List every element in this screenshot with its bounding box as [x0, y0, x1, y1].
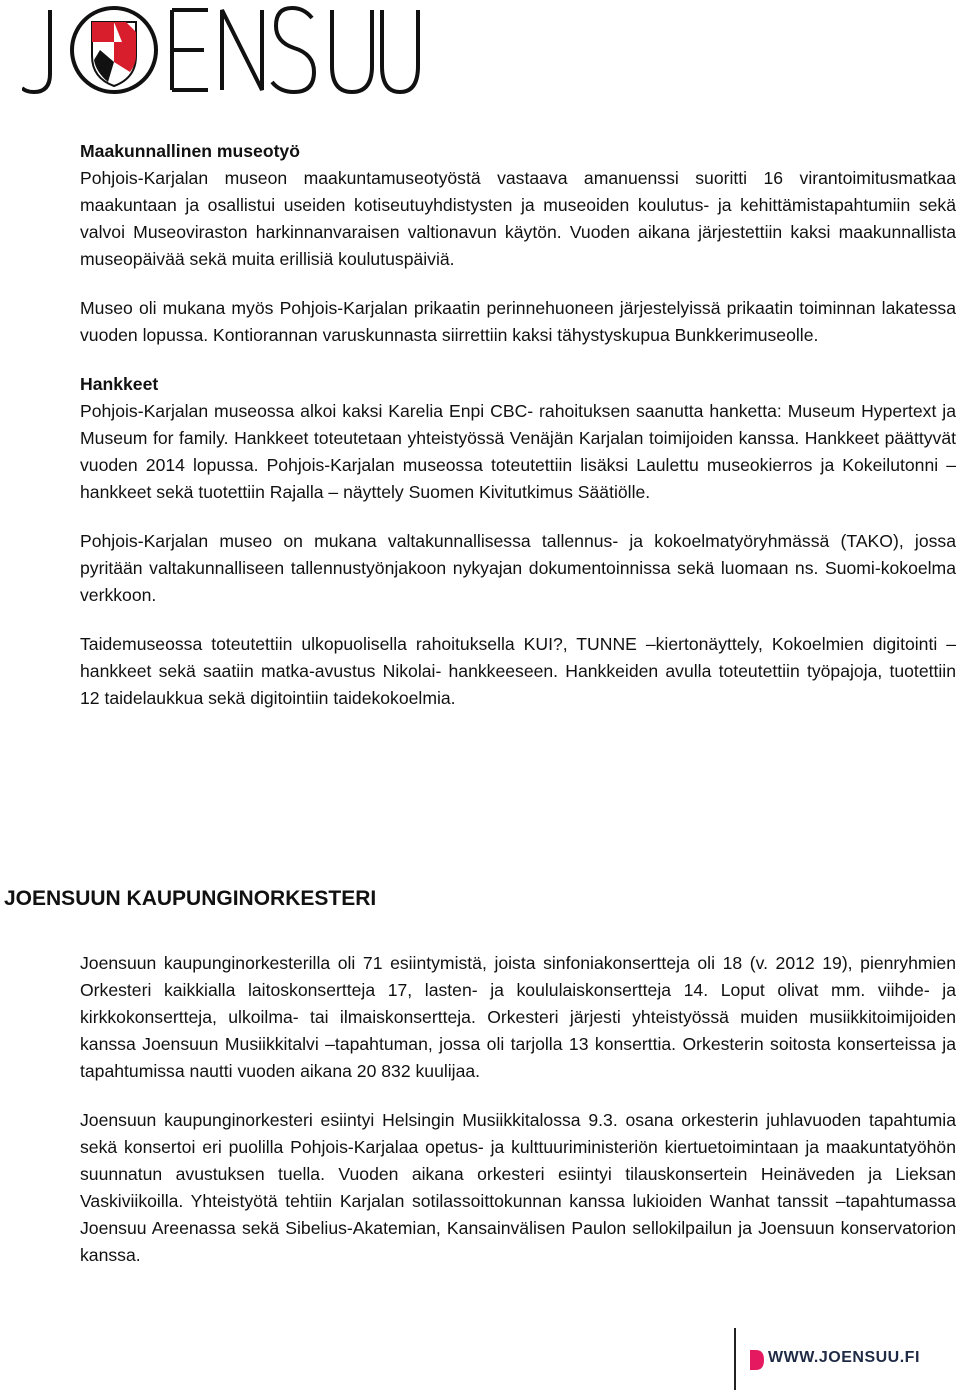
paragraph: Pohjois-Karjalan museon maakuntamuseotyöstä vastaava amanuenssi suoritti 16 virantoimitusmatkaa maakuntaan ja osallistui useiden kotiseutuyhdistysten ja museoiden koulutus- ja kehittämistapahtumiin sekä valvoi Museoviraston harkinnanvaraisen valtionavun käytön. Vuoden aikana järjestettiin kaksi maakunnallista museopäivää sekä muita erillisiä koulutuspäiviä.: [80, 168, 956, 269]
orchestra-section: [80, 950, 956, 1269]
pink-arrow-icon: [750, 1350, 764, 1370]
paragraph: Joensuun kaupunginorkesteri esiintyi Helsingin Musiikkitalossa 9.3. osana orkesterin juhlavuoden tapahtumia sekä konsertoi eri puolilla Pohjois-Karjalaa opetus- ja kulttuuriministeriön kiertuetoimintaan ja maakuntatyöhön suunnatun avustuksen tuella. Vuoden aikana orkesteri esiintyi tilauskonsertein Heinäveden ja Lieksan Vaskiviikoilla. Yhteistyötä tehtiin Karjalan sotilassoittokunnan kanssa lukioiden Wanhat tanssit –tapahtumassa Joensuu Areenassa sekä Sibelius-Akatemian, Kansainvälisen Paulon sellokilpailun ja Joensuun konservatorion kanssa.: [80, 1110, 956, 1265]
paragraph: Pohjois-Karjalan museo on mukana valtakunnallisessa tallennus- ja kokoelmatyöryhmässä (TAKO), jossa pyritään valtakunnalliseen tallennustyönjakoon nykyajan dokumentoinnissa sekä luomaan ns. Suomi-kokoelma verkkoon.: [80, 531, 956, 605]
section-title-orchestra: JOENSUUN KAUPUNGINORKESTERI: [4, 887, 377, 910]
footer-divider: [734, 1328, 736, 1390]
paragraph: Joensuun kaupunginorkesterilla oli 71 esiintymistä, joista sinfoniakonsertteja oli 18 (v. 2012 19), pienryhmien Orkesteri kaikkialla laitoskonsertteja 17, lasten- ja koululaiskonsertteja 14. Loput olivat mm. viihde- ja kirkkokonsertteja, ulkoilma- tai ilmaiskonsertteja. Orkesteri järjesti yhteistyössä muiden musiikkitoimijoiden kanssa Joensuun Musiikkitalvi –tapahtuman, jossa oli tarjolla 13 konserttia. Orkesterin soitosta konserteissa ja tapahtumissa nautti vuoden aikana 20 832 kuulijaa.: [80, 953, 956, 1081]
joensuu-logo: [22, 2, 422, 98]
paragraph: Pohjois-Karjalan museossa alkoi kaksi Karelia Enpi CBC- rahoituksen saanutta hanketta: Museum Hypertext ja Museum for family. Hankkeet toteutetaan yhteistyössä Venäjän Karjalan toimijoiden kanssa. Hankkeet päättyvät vuoden 2014 lopussa. Pohjois-Karjalan museossa toteutettiin lisäksi Laulettu museokierros ja Kokeilutonni –hankkeet sekä tuotettiin Rajalla – näyttely Suomen Kivitutkimus Säätiölle.: [80, 401, 956, 502]
paragraph: Museo oli mukana myös Pohjois-Karjalan prikaatin perinnehuoneen järjestelyissä prikaatin toiminnan lakatessa vuoden lopussa. Kontiorannan varuskunnasta siirrettiin kaksi tähystyskupua Bunkkerimuseolle.: [80, 298, 956, 345]
heading-regional-museum-work: Maakunnallinen museotyö: [80, 141, 300, 161]
footer: [734, 1328, 960, 1392]
footer-website-link[interactable]: WWW.JOENSUU.FI: [768, 1349, 920, 1366]
paragraph: Taidemuseossa toteutettiin ulkopuolisella rahoituksella KUI?, TUNNE –kiertonäyttely, Kokoelmien digitointi –hankkeet sekä saatiin matka-avustus Nikolai- hankkeeseen. Hankkeiden avulla toteutettiin työpajoja, tuotettiin 12 taidelaukkua sekä digitointiin taidekokoelmia.: [80, 634, 956, 708]
heading-projects: Hankkeet: [80, 374, 159, 394]
museum-section: [80, 138, 956, 712]
crest-icon: [92, 22, 136, 86]
